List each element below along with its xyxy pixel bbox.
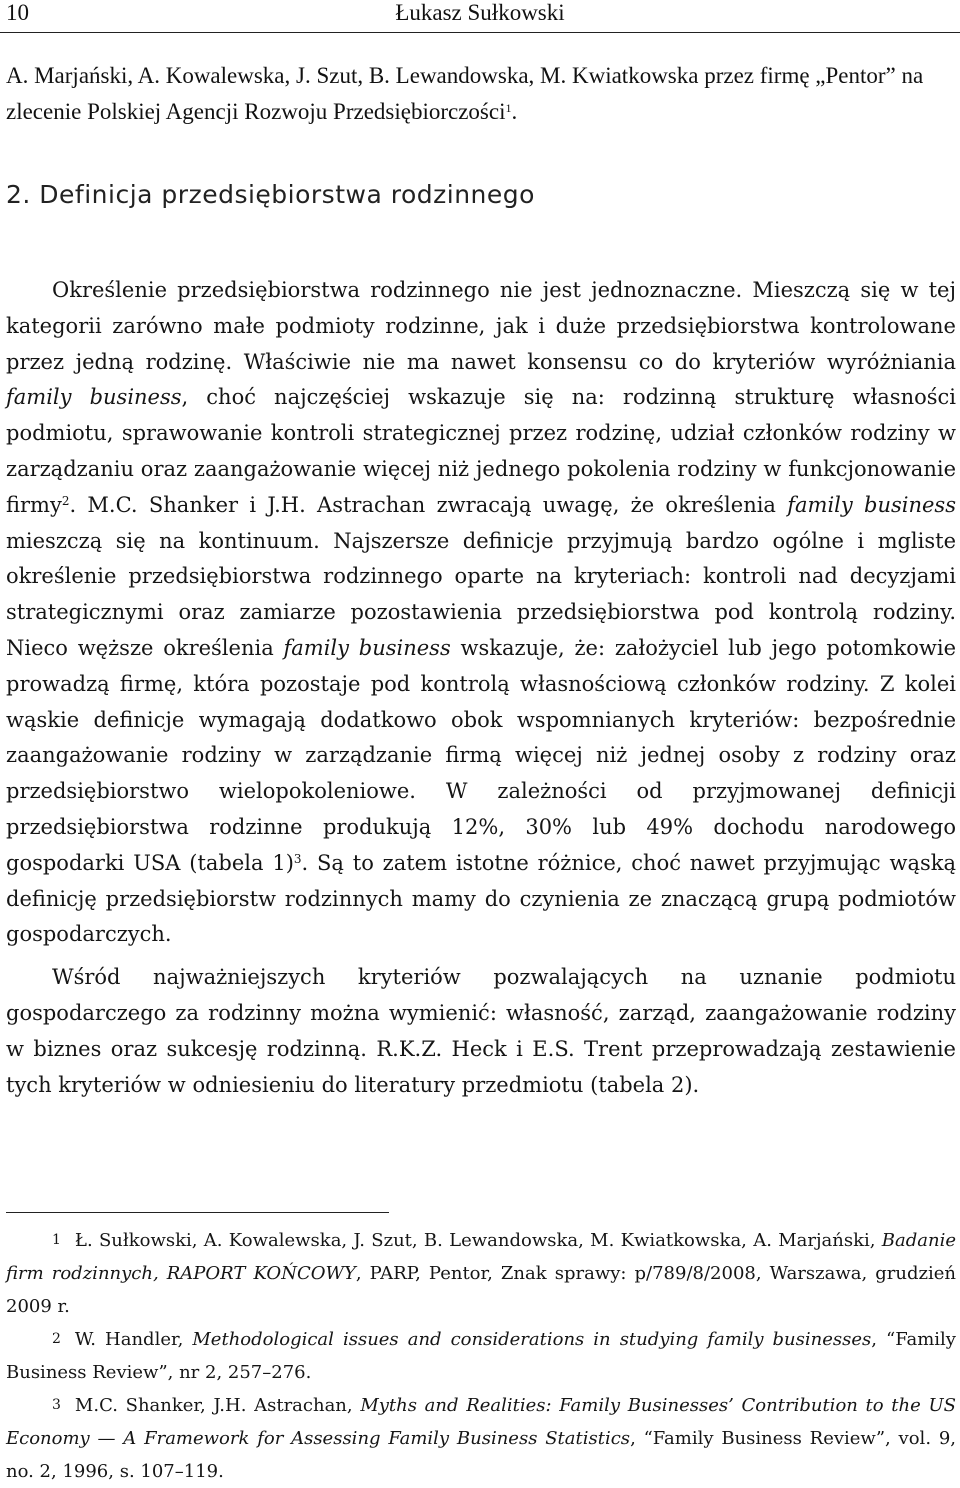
footnote-text: M.C. Shanker, J.H. Astrachan, [74, 1395, 361, 1416]
footnote-2 [6, 1323, 956, 1389]
footnote-text: , “Family Business Review”, vol. 9, no. 2, 1996, s. 107–119. [6, 1428, 956, 1482]
footnote-mark: 2 [52, 1331, 61, 1347]
page-header [0, 0, 960, 34]
intro-paragraph [6, 58, 956, 130]
intro-end: . [511, 99, 518, 124]
running-head: Łukasz Sułkowski [395, 0, 565, 25]
footnote-ref-1[interactable]: 1 [505, 101, 512, 115]
footnote-ref-2[interactable]: 2 [61, 493, 70, 508]
p1-italic-1: family business [6, 385, 182, 410]
footnote-text: , PARP, Pentor, Znak sprawy: p/789/8/2008, Warszawa, grudzień 2009 r. [6, 1263, 957, 1317]
footnote-title: Badanie firm rodzinnych, RAPORT KOŃCOWY [6, 1230, 956, 1284]
header-rule [0, 32, 960, 33]
p1-text-4: mieszczą się na kontinuum. Najszersze definicje przyjmują bardzo ogólne i mgliste określenie przedsiębiorstwa rodzinnego oparte na kryteriach: kontroli nad decyzjami strategicznymi oraz zamiarze pozostawienia przedsiębiorstwa pod kontrolą rodziny. Nieco węższe określenia [6, 528, 956, 660]
footnote-ref-3[interactable]: 3 [293, 851, 302, 866]
footnote-title: Methodological issues and considerations in studying family businesses [192, 1329, 872, 1350]
body-text [6, 273, 956, 1103]
footnotes [6, 1224, 956, 1488]
paragraph-2: Wśród najważniejszych kryteriów pozwalających na uznanie podmiotu gospodarczego za rodzinny można wymienić: własność, zarząd, zaangażowanie rodziny w biznes oraz sukcesję rodzinną. R.K.Z. Heck i E.S. Trent przeprowadzają zestawienie tych kryteriów w odniesieniu do literatury przedmiotu (tabela 2). [6, 965, 956, 1097]
p1-italic-3: family business [283, 635, 451, 660]
footnote-text: Ł. Sułkowski, A. Kowalewska, J. Szut, B. Lewandowska, M. Kwiatkowska, A. Marjański, [74, 1230, 882, 1251]
p1-text-2: , choć najczęściej wskazuje się na: rodzinną strukturę własności podmiotu, sprawowanie kontroli strategicznej przez rodzinę, udział członków rodziny w zarządzaniu oraz zaangażowanie więcej niż jednego pokolenia rodziny w funkcjonowanie firmy [6, 385, 956, 517]
p1-text-6: . Są to zatem istotne różnice, choć nawet przyjmując wąską definicję przedsiębiorstw rodzinnych mamy do czynienia ze znaczącą grupą podmiotów gospodarczych. [6, 850, 956, 947]
footnote-text: , “Family Business Review”, nr 2, 257–276. [6, 1329, 956, 1383]
section-heading: 2. Definicja przedsiębiorstwa rodzinnego [6, 180, 535, 209]
footnote-mark: 1 [52, 1232, 61, 1248]
p1-text-1: Określenie przedsiębiorstwa rodzinnego nie jest jednoznaczne. Mieszczą się w tej kategorii zarówno małe podmioty rodzinne, jak i duże przedsiębiorstwa kontrolowane przez jedną rodzinę. Właściwie nie ma nawet konsensu co do kryteriów wyróżniania [6, 278, 956, 374]
p1-text-3: . M.C. Shanker i J.H. Astrachan zwracają uwagę, że określenia [69, 492, 788, 517]
footnote-title: Myths and Realities: Family Businesses’ Contribution to the US Economy — A Framework for Assessing Family Business Statistics [6, 1395, 956, 1449]
paragraph-1 [6, 273, 956, 953]
page-number: 10 [6, 0, 29, 25]
footnote-mark: 3 [52, 1397, 61, 1413]
footnote-3 [6, 1389, 956, 1488]
footnote-text: W. Handler, [74, 1329, 193, 1350]
footnote-separator [6, 1212, 389, 1213]
p1-text-5: wskazuje, że: założyciel lub jego potomkowie prowadzą firmę, która pozostaje pod kontrolą własnościową członków rodziny. Z kolei wąskie definicje wymagają dodatkowo obok wspomnianych kryteriów: bezpośrednie zaangażowanie rodziny w zarządzanie firmą więcej niż jednej osoby z rodziny oraz przedsiębiorstwo wielopokoleniowe. W zależności od przyjmowanej definicji przedsiębiorstwa rodzinne produkują 12%, 30% lub 49% dochodu narodowego gospodarki USA (tabela 1) [6, 635, 957, 875]
p1-italic-2: family business [787, 492, 956, 517]
footnote-1 [6, 1224, 956, 1323]
intro-text: A. Marjański, A. Kowalewska, J. Szut, B. Lewandowska, M. Kwiatkowska przez firmę „Pentor” na zlecenie Polskiej Agencji Rozwoju Przedsiębiorczości [6, 63, 924, 124]
